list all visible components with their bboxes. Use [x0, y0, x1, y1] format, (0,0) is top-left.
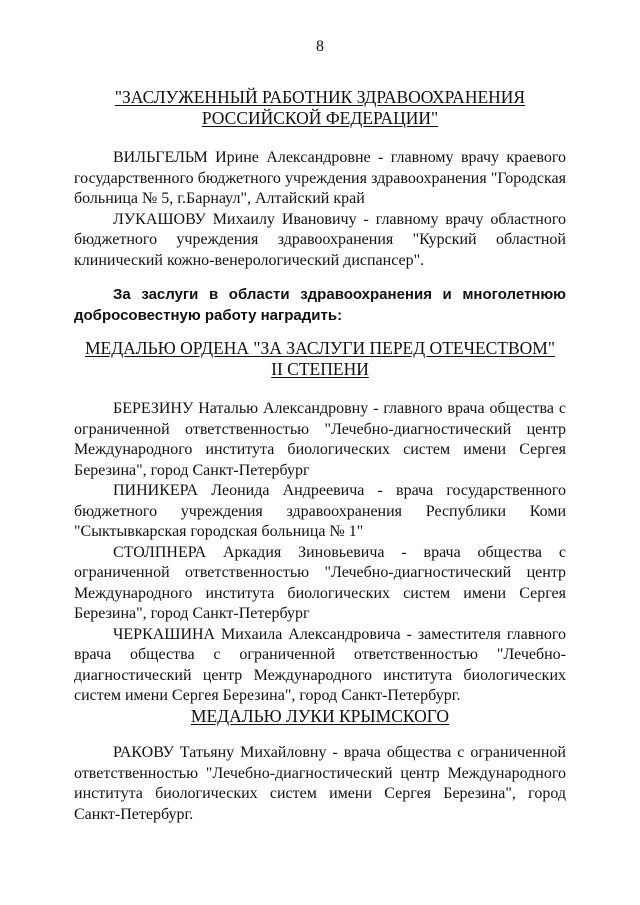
decree-statement — [74, 284, 566, 326]
nominee-paragraph: ЧЕРКАШИНА Михаила Александровича - заместителя главного врача общества с ограниченной ответственностью "Лечебно-диагностический центр Международного института биологических систем имени Сергея Березина", город Санкт-Петербург. — [74, 625, 566, 704]
award-heading-luka-medal — [60, 706, 580, 727]
heading-line: РОССИЙСКОЙ ФЕДЕРАЦИИ" — [201, 108, 439, 128]
award-section-3 — [74, 743, 566, 825]
page-number: 8 — [316, 38, 324, 55]
award-section-1 — [74, 148, 566, 271]
heading-line: МЕДАЛЬЮ ЛУКИ КРЫМСКОГО — [190, 706, 450, 726]
nominee-paragraph: СТОЛПНЕРА Аркадия Зиновьевича - врача общества с ограниченной ответственностью "Лечебно-диагностический центр Международного института биологических систем имени Сергея Березина", город Санкт-Петербург — [74, 543, 566, 622]
award-section-2 — [74, 399, 566, 707]
nominee-paragraph: ЛУКАШОВУ Михаилу Ивановичу - главному врачу областного бюджетного учреждения здравоохранения "Курский областной клинический кожно-венерологический диспансер". — [74, 210, 566, 269]
award-heading-order-medal — [60, 338, 580, 380]
award-heading-honored-worker — [60, 87, 580, 129]
nominee-paragraph: БЕРЕЗИНУ Наталью Александровну - главного врача общества с ограниченной ответственностью "Лечебно-диагностический центр Международного института биологических систем имени Сергея Березина", город Санкт-Петербург — [74, 400, 566, 479]
nominee-paragraph: ПИНИКЕРА Леонида Андреевича - врача государственного бюджетного учреждения здравоохранения Республики Коми "Сыктывкарская городская больница № 1" — [74, 482, 566, 540]
heading-line: МЕДАЛЬЮ ОРДЕНА "ЗА ЗАСЛУГИ ПЕРЕД ОТЕЧЕСТВОМ" — [84, 338, 556, 358]
nominee-paragraph: ВИЛЬГЕЛЬМ Ирине Александровне - главному врачу краевого государственного бюджетного учреждения здравоохранения "Городская больница № 5, г.Барнаул", Алтайский край — [74, 149, 566, 207]
nominee-paragraph: РАКОВУ Татьяну Михайловну - врача общества с ограниченной ответственностью "Лечебно-диагностический центр Международного института биологических систем имени Сергея Березина", город Санкт-Петербург. — [74, 744, 566, 823]
heading-line: "ЗАСЛУЖЕННЫЙ РАБОТНИК ЗДРАВООХРАНЕНИЯ — [114, 87, 526, 107]
decree-text: За заслуги в области здравоохранения и многолетнюю добросовестную работу наградить: — [74, 286, 566, 324]
heading-line: II СТЕПЕНИ — [271, 359, 369, 379]
